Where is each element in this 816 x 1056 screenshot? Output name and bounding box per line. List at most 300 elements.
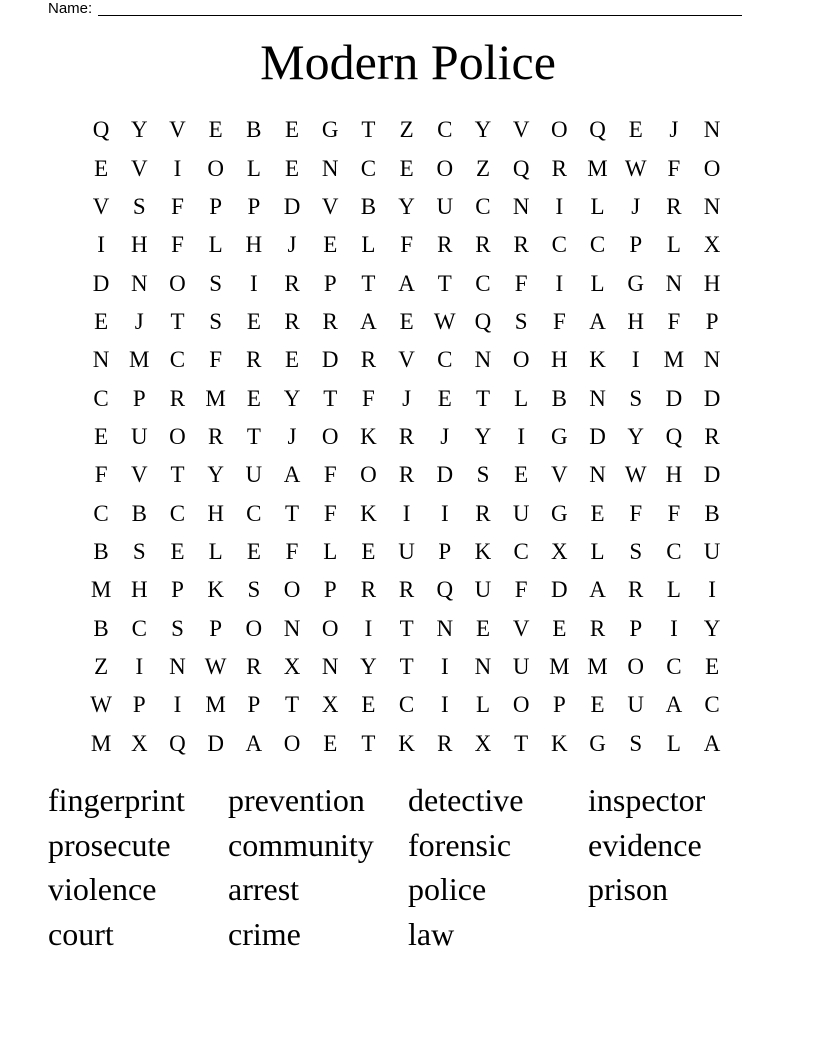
grid-cell[interactable]: K bbox=[360, 423, 377, 449]
grid-cell[interactable]: T bbox=[170, 462, 185, 488]
grid-cell[interactable]: Z bbox=[475, 155, 490, 181]
grid-cell[interactable]: L bbox=[666, 730, 681, 756]
grid-cell[interactable]: V bbox=[169, 117, 186, 143]
grid-cell[interactable]: R bbox=[589, 615, 606, 641]
grid-cell[interactable]: N bbox=[703, 117, 721, 143]
grid-cell[interactable]: C bbox=[513, 538, 529, 564]
grid-cell[interactable]: E bbox=[590, 500, 605, 526]
grid-cell[interactable]: S bbox=[132, 193, 146, 219]
grid-cell[interactable]: L bbox=[666, 232, 681, 258]
grid-cell[interactable]: B bbox=[93, 538, 109, 564]
grid-cell[interactable]: F bbox=[514, 270, 528, 296]
grid-cell[interactable]: V bbox=[92, 193, 110, 219]
grid-cell[interactable]: E bbox=[361, 538, 376, 564]
grid-cell[interactable]: F bbox=[171, 232, 184, 258]
grid-cell[interactable]: A bbox=[703, 730, 721, 756]
word-list-item: court bbox=[48, 915, 114, 952]
grid-cell[interactable]: A bbox=[398, 270, 415, 296]
grid-cell[interactable]: D bbox=[207, 730, 224, 756]
grid-cell[interactable]: D bbox=[436, 462, 454, 488]
grid-cell[interactable]: O bbox=[551, 117, 568, 143]
grid-cell[interactable]: C bbox=[398, 692, 415, 718]
grid-cell[interactable]: E bbox=[246, 385, 261, 411]
grid-cell[interactable]: J bbox=[631, 193, 641, 219]
grid-cell[interactable]: C bbox=[131, 615, 147, 641]
grid-cell[interactable]: X bbox=[551, 538, 568, 564]
grid-cell[interactable]: I bbox=[250, 270, 258, 296]
grid-cell[interactable]: L bbox=[666, 577, 681, 603]
grid-cell[interactable]: N bbox=[512, 193, 530, 219]
grid-cell[interactable]: T bbox=[361, 117, 376, 143]
grid-cell[interactable]: R bbox=[666, 193, 682, 219]
grid-cell[interactable]: A bbox=[589, 308, 606, 334]
grid-cell[interactable]: F bbox=[514, 577, 528, 603]
grid-cell[interactable]: O bbox=[512, 347, 530, 373]
grid-cell[interactable]: C bbox=[437, 117, 453, 143]
grid-cell[interactable]: Y bbox=[207, 462, 224, 488]
grid-cell[interactable]: F bbox=[552, 308, 566, 334]
grid-cell[interactable]: B bbox=[246, 117, 262, 143]
grid-cell[interactable]: V bbox=[130, 462, 148, 488]
grid-cell[interactable]: J bbox=[287, 232, 297, 258]
grid-cell[interactable]: E bbox=[94, 155, 109, 181]
grid-cell[interactable]: O bbox=[207, 155, 224, 181]
grid-cell[interactable]: Y bbox=[130, 117, 148, 143]
grid-cell[interactable]: T bbox=[361, 730, 376, 756]
grid-cell[interactable]: I bbox=[670, 615, 678, 641]
grid-cell[interactable]: E bbox=[590, 692, 605, 718]
grid-cell[interactable]: I bbox=[555, 193, 564, 219]
grid-cell[interactable]: C bbox=[93, 500, 109, 526]
grid-cell[interactable]: R bbox=[551, 155, 568, 181]
grid-cell[interactable]: T bbox=[323, 385, 338, 411]
grid-cell[interactable]: Q bbox=[92, 117, 110, 143]
grid-cell[interactable]: K bbox=[551, 730, 568, 756]
grid-cell[interactable]: R bbox=[398, 577, 415, 603]
page-title: Modern Police bbox=[260, 34, 556, 90]
grid-cell[interactable]: A bbox=[283, 462, 301, 488]
grid-cell[interactable]: F bbox=[629, 500, 643, 526]
grid-cell[interactable]: I bbox=[364, 615, 373, 641]
grid-cell[interactable]: I bbox=[440, 653, 449, 679]
grid-cell[interactable]: P bbox=[132, 692, 146, 718]
grid-cell[interactable]: U bbox=[627, 692, 645, 718]
grid-cell[interactable]: H bbox=[245, 232, 263, 258]
grid-cell[interactable]: T bbox=[475, 385, 490, 411]
grid-cell[interactable]: V bbox=[512, 117, 530, 143]
grid-cell[interactable]: C bbox=[666, 538, 682, 564]
grid-cell[interactable]: F bbox=[94, 462, 108, 488]
grid-cell[interactable]: N bbox=[589, 462, 606, 488]
grid-cell[interactable]: B bbox=[360, 193, 377, 219]
grid-cell[interactable]: T bbox=[170, 308, 185, 334]
grid-cell[interactable]: R bbox=[437, 232, 453, 258]
grid-cell[interactable]: A bbox=[589, 577, 606, 603]
word-list-item: crime bbox=[228, 915, 301, 952]
grid-cell[interactable]: O bbox=[169, 423, 186, 449]
grid-cell[interactable]: X bbox=[703, 232, 721, 258]
grid-cell[interactable]: O bbox=[283, 577, 301, 603]
grid-cell[interactable]: S bbox=[629, 385, 643, 411]
grid-cell[interactable]: M bbox=[587, 653, 608, 679]
grid-cell[interactable]: R bbox=[322, 308, 338, 334]
grid-cell[interactable]: C bbox=[360, 155, 377, 181]
grid-cell[interactable]: S bbox=[476, 462, 490, 488]
grid-cell[interactable]: M bbox=[587, 155, 608, 181]
grid-cell[interactable]: E bbox=[323, 730, 338, 756]
grid-cell[interactable]: A bbox=[245, 730, 263, 756]
word-list-item: law bbox=[408, 915, 455, 952]
grid-cell[interactable]: D bbox=[551, 577, 568, 603]
grid-cell[interactable]: W bbox=[433, 308, 456, 334]
grid-cell[interactable]: P bbox=[209, 615, 223, 641]
grid-cell[interactable]: E bbox=[285, 155, 300, 181]
grid-cell[interactable]: E bbox=[208, 117, 223, 143]
grid-cell[interactable]: S bbox=[132, 538, 146, 564]
grid-cell[interactable]: R bbox=[704, 423, 720, 449]
grid-cell[interactable]: R bbox=[284, 308, 300, 334]
grid-cell[interactable]: M bbox=[90, 577, 112, 603]
grid-cell[interactable]: F bbox=[362, 385, 375, 411]
grid-cell[interactable]: N bbox=[130, 270, 148, 296]
grid-cell[interactable]: W bbox=[90, 692, 112, 718]
name-input-line[interactable] bbox=[98, 15, 742, 16]
grid-cell[interactable]: P bbox=[247, 193, 261, 219]
grid-cell[interactable]: E bbox=[705, 653, 720, 679]
grid-cell[interactable]: V bbox=[321, 193, 339, 219]
grid-cell[interactable]: H bbox=[207, 500, 224, 526]
word-list-item: arrest bbox=[228, 871, 300, 907]
grid-cell[interactable]: L bbox=[590, 270, 605, 296]
grid-cell[interactable]: T bbox=[285, 692, 300, 718]
grid-cell[interactable]: R bbox=[360, 577, 377, 603]
grid-cell[interactable]: E bbox=[285, 117, 300, 143]
grid-cell[interactable]: E bbox=[361, 692, 376, 718]
grid-cell[interactable]: F bbox=[667, 308, 681, 334]
grid-cell[interactable]: T bbox=[246, 423, 261, 449]
grid-cell[interactable]: S bbox=[209, 308, 223, 334]
grid-cell[interactable]: I bbox=[173, 692, 182, 718]
grid-cell[interactable]: F bbox=[285, 538, 299, 564]
grid-cell[interactable]: R bbox=[398, 423, 415, 449]
grid-cell[interactable]: O bbox=[512, 692, 530, 718]
grid-cell[interactable]: R bbox=[437, 730, 453, 756]
grid-cell[interactable]: U bbox=[130, 423, 148, 449]
grid-cell[interactable]: E bbox=[628, 117, 643, 143]
grid-cell[interactable]: N bbox=[283, 615, 301, 641]
grid-cell[interactable]: N bbox=[321, 155, 339, 181]
word-list-item: fingerprint bbox=[48, 782, 185, 818]
grid-cell[interactable]: N bbox=[665, 270, 683, 296]
grid-cell[interactable]: K bbox=[207, 577, 224, 603]
grid-cell[interactable]: D bbox=[321, 347, 339, 373]
grid-cell[interactable]: R bbox=[169, 385, 186, 411]
grid-cell[interactable]: G bbox=[551, 500, 568, 526]
grid-cell[interactable]: J bbox=[440, 423, 450, 449]
grid-cell[interactable]: O bbox=[169, 270, 186, 296]
grid-cell[interactable]: O bbox=[627, 653, 645, 679]
grid-cell[interactable]: C bbox=[704, 692, 720, 718]
grid-cell[interactable]: E bbox=[552, 615, 567, 641]
grid-cell[interactable]: O bbox=[283, 730, 301, 756]
grid-cell[interactable]: L bbox=[246, 155, 261, 181]
grid-cell[interactable]: Y bbox=[474, 423, 492, 449]
grid-cell[interactable]: U bbox=[512, 500, 530, 526]
grid-cell[interactable]: K bbox=[360, 500, 377, 526]
grid-cell[interactable]: N bbox=[474, 347, 492, 373]
grid-cell[interactable]: V bbox=[551, 462, 568, 488]
grid-cell[interactable]: E bbox=[475, 615, 490, 641]
grid-cell[interactable]: H bbox=[627, 308, 645, 334]
grid-cell[interactable]: L bbox=[323, 538, 338, 564]
grid-cell[interactable]: V bbox=[130, 155, 148, 181]
grid-cell[interactable]: C bbox=[437, 347, 453, 373]
grid-cell[interactable]: M bbox=[549, 653, 570, 679]
grid-cell[interactable]: D bbox=[703, 385, 721, 411]
grid-cell[interactable]: G bbox=[589, 730, 606, 756]
name-label: Name: bbox=[48, 0, 93, 17]
grid-cell[interactable]: E bbox=[323, 232, 338, 258]
grid-cell[interactable]: S bbox=[629, 730, 643, 756]
grid-cell[interactable]: F bbox=[323, 462, 337, 488]
grid-cell[interactable]: R bbox=[246, 653, 262, 679]
grid-cell[interactable]: R bbox=[475, 232, 491, 258]
grid-cell[interactable]: P bbox=[438, 538, 452, 564]
grid-cell[interactable]: X bbox=[474, 730, 492, 756]
grid-cell[interactable]: F bbox=[667, 500, 681, 526]
grid-cell[interactable]: Y bbox=[627, 423, 645, 449]
grid-cell[interactable]: I bbox=[402, 500, 411, 526]
grid-cell[interactable]: Y bbox=[283, 385, 301, 411]
grid-cell[interactable]: U bbox=[512, 653, 530, 679]
grid-cell[interactable]: O bbox=[245, 615, 263, 641]
grid-cell[interactable]: T bbox=[437, 270, 452, 296]
grid-cell[interactable]: S bbox=[171, 615, 184, 641]
grid-cell[interactable]: P bbox=[705, 308, 719, 334]
grid-cell[interactable]: D bbox=[703, 462, 721, 488]
grid-cell[interactable]: I bbox=[440, 500, 449, 526]
grid-cell[interactable]: T bbox=[514, 730, 529, 756]
grid-cell[interactable]: E bbox=[399, 308, 414, 334]
grid-cell[interactable]: K bbox=[589, 347, 606, 373]
grid-cell[interactable]: F bbox=[171, 193, 184, 219]
grid-cell[interactable]: R bbox=[513, 232, 529, 258]
grid-cell[interactable]: E bbox=[246, 538, 261, 564]
grid-cell[interactable]: I bbox=[440, 692, 449, 718]
grid-cell[interactable]: R bbox=[246, 347, 262, 373]
grid-cell[interactable]: U bbox=[436, 193, 454, 219]
grid-cell[interactable]: P bbox=[629, 615, 643, 641]
grid-cell[interactable]: B bbox=[551, 385, 568, 411]
grid-cell[interactable]: I bbox=[97, 232, 105, 258]
grid-cell[interactable]: Q bbox=[436, 577, 454, 603]
grid-cell[interactable]: N bbox=[703, 193, 721, 219]
grid-cell[interactable]: F bbox=[667, 155, 681, 181]
grid-cell[interactable]: T bbox=[399, 653, 414, 679]
grid-cell[interactable]: C bbox=[169, 347, 186, 373]
grid-cell[interactable]: E bbox=[246, 308, 261, 334]
grid-cell[interactable]: W bbox=[204, 653, 227, 679]
grid-cell[interactable]: M bbox=[205, 385, 226, 411]
grid-cell[interactable]: S bbox=[514, 308, 528, 334]
grid-cell[interactable]: I bbox=[555, 270, 564, 296]
grid-cell[interactable]: I bbox=[708, 577, 716, 603]
grid-cell[interactable]: P bbox=[552, 692, 566, 718]
grid-cell[interactable]: J bbox=[669, 117, 679, 143]
grid-cell[interactable]: L bbox=[590, 193, 605, 219]
grid-cell[interactable]: Y bbox=[398, 193, 415, 219]
grid-cell[interactable]: L bbox=[361, 232, 376, 258]
grid-cell[interactable]: N bbox=[169, 653, 186, 679]
grid-cell[interactable]: P bbox=[247, 692, 261, 718]
grid-cell[interactable]: H bbox=[551, 347, 568, 373]
grid-cell[interactable]: I bbox=[173, 155, 182, 181]
grid-cell[interactable]: R bbox=[284, 270, 300, 296]
grid-cell[interactable]: E bbox=[170, 538, 185, 564]
grid-cell[interactable]: N bbox=[589, 385, 606, 411]
grid-cell[interactable]: F bbox=[323, 500, 337, 526]
grid-cell[interactable]: M bbox=[90, 730, 112, 756]
grid-cell[interactable]: E bbox=[285, 347, 300, 373]
grid-cell[interactable]: X bbox=[283, 653, 301, 679]
grid-cell[interactable]: K bbox=[398, 730, 415, 756]
grid-cell[interactable]: B bbox=[704, 500, 720, 526]
grid-cell[interactable]: M bbox=[129, 347, 150, 373]
grid-cell[interactable]: R bbox=[475, 500, 491, 526]
grid-cell[interactable]: Y bbox=[360, 653, 377, 679]
word-list bbox=[48, 778, 768, 956]
grid-cell[interactable]: Q bbox=[169, 730, 186, 756]
grid-cell[interactable]: J bbox=[402, 385, 412, 411]
grid-cell[interactable]: O bbox=[360, 462, 377, 488]
grid-cell[interactable]: P bbox=[171, 577, 184, 603]
grid-cell[interactable]: G bbox=[321, 117, 339, 143]
grid-cell[interactable]: E bbox=[399, 155, 414, 181]
grid-cell[interactable]: U bbox=[474, 577, 492, 603]
grid-cell[interactable]: R bbox=[207, 423, 224, 449]
grid-cell[interactable]: R bbox=[360, 347, 377, 373]
grid-cell[interactable]: I bbox=[631, 347, 640, 373]
grid-cell[interactable]: E bbox=[94, 423, 109, 449]
grid-cell[interactable]: R bbox=[628, 577, 644, 603]
word-list-item: forensic bbox=[408, 826, 512, 863]
grid-cell[interactable]: F bbox=[209, 347, 223, 373]
grid-cell[interactable]: C bbox=[169, 500, 186, 526]
grid-cell[interactable]: L bbox=[208, 538, 223, 564]
grid-cell[interactable]: G bbox=[627, 270, 645, 296]
grid-cell[interactable]: W bbox=[624, 462, 647, 488]
grid-cell[interactable]: P bbox=[323, 577, 337, 603]
grid-cell[interactable]: H bbox=[130, 232, 148, 258]
grid-cell[interactable]: N bbox=[703, 347, 721, 373]
grid-cell[interactable]: R bbox=[398, 462, 415, 488]
grid-cell[interactable]: I bbox=[135, 653, 144, 679]
grid-cell[interactable]: P bbox=[629, 232, 643, 258]
grid-cell[interactable]: S bbox=[209, 270, 223, 296]
grid-cell[interactable]: S bbox=[629, 538, 643, 564]
grid-cell[interactable]: U bbox=[398, 538, 415, 564]
grid-cell[interactable]: C bbox=[666, 653, 682, 679]
grid-cell[interactable]: Q bbox=[512, 155, 530, 181]
grid-cell[interactable]: U bbox=[245, 462, 263, 488]
grid-cell[interactable]: D bbox=[589, 423, 606, 449]
grid-cell[interactable]: E bbox=[514, 462, 529, 488]
grid-cell[interactable]: A bbox=[360, 308, 377, 334]
name-row bbox=[48, 0, 742, 20]
grid-cell[interactable]: B bbox=[131, 500, 147, 526]
grid-cell[interactable]: N bbox=[92, 347, 110, 373]
grid-cell[interactable]: A bbox=[665, 692, 683, 718]
grid-cell[interactable]: H bbox=[665, 462, 683, 488]
grid-cell[interactable]: Y bbox=[703, 615, 721, 641]
grid-cell[interactable]: E bbox=[94, 308, 109, 334]
grid-cell[interactable]: X bbox=[321, 692, 339, 718]
grid-cell[interactable]: H bbox=[130, 577, 148, 603]
grid-cell[interactable]: T bbox=[285, 500, 300, 526]
grid-cell[interactable]: L bbox=[590, 538, 605, 564]
grid-cell[interactable]: C bbox=[246, 500, 262, 526]
grid-cell[interactable]: M bbox=[205, 692, 226, 718]
grid-cell[interactable]: O bbox=[703, 155, 721, 181]
grid-cell[interactable]: Y bbox=[474, 117, 492, 143]
grid-cell[interactable]: D bbox=[92, 270, 110, 296]
grid-cell[interactable]: N bbox=[436, 615, 454, 641]
grid-cell[interactable]: V bbox=[512, 615, 530, 641]
grid-cell[interactable]: J bbox=[287, 423, 297, 449]
grid-cell[interactable]: Q bbox=[589, 117, 606, 143]
grid-cell[interactable]: C bbox=[93, 385, 109, 411]
grid-cell[interactable]: C bbox=[475, 193, 491, 219]
grid-cell[interactable]: I bbox=[517, 423, 525, 449]
grid-cell[interactable]: Q bbox=[474, 308, 492, 334]
grid-cell[interactable]: M bbox=[663, 347, 685, 373]
grid-cell[interactable]: N bbox=[321, 653, 339, 679]
grid-cell[interactable]: C bbox=[551, 232, 568, 258]
grid-cell[interactable]: W bbox=[624, 155, 647, 181]
grid-cell[interactable]: O bbox=[321, 615, 339, 641]
grid-cell[interactable]: P bbox=[323, 270, 337, 296]
grid-cell[interactable]: E bbox=[437, 385, 452, 411]
grid-cell[interactable]: Z bbox=[399, 117, 414, 143]
grid-cell[interactable]: U bbox=[703, 538, 721, 564]
grid-cell[interactable]: Q bbox=[665, 423, 683, 449]
grid-cell[interactable]: Z bbox=[94, 653, 109, 679]
grid-cell[interactable]: T bbox=[399, 615, 414, 641]
grid-cell[interactable]: P bbox=[209, 193, 223, 219]
grid-cell[interactable]: G bbox=[551, 423, 568, 449]
grid-cell[interactable]: D bbox=[283, 193, 301, 219]
grid-cell[interactable]: O bbox=[321, 423, 339, 449]
grid-cell[interactable]: O bbox=[436, 155, 454, 181]
grid-cell[interactable]: C bbox=[475, 270, 491, 296]
grid-cell[interactable]: X bbox=[130, 730, 148, 756]
grid-cell[interactable]: S bbox=[247, 577, 261, 603]
grid-cell[interactable]: N bbox=[474, 653, 492, 679]
grid-cell[interactable]: C bbox=[589, 232, 606, 258]
grid-cell[interactable]: F bbox=[400, 232, 413, 258]
grid-cell[interactable]: D bbox=[665, 385, 683, 411]
grid-cell[interactable]: J bbox=[134, 308, 144, 334]
grid-cell[interactable]: L bbox=[475, 692, 490, 718]
grid-cell[interactable]: B bbox=[93, 615, 109, 641]
grid-cell[interactable]: L bbox=[514, 385, 529, 411]
grid-cell[interactable]: T bbox=[361, 270, 376, 296]
grid-cell[interactable]: L bbox=[208, 232, 223, 258]
grid-cell[interactable]: K bbox=[474, 538, 492, 564]
grid-cell[interactable]: H bbox=[703, 270, 721, 296]
grid-cell[interactable]: P bbox=[132, 385, 146, 411]
grid-cell[interactable]: V bbox=[398, 347, 415, 373]
